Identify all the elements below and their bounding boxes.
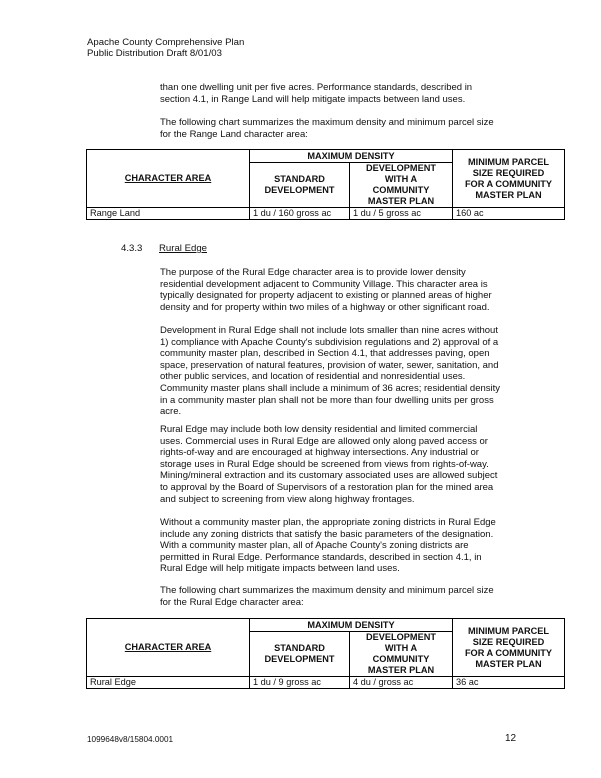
rural-edge-density-table	[86, 618, 565, 689]
text-line: The purpose of the Rural Edge character area is to provide lower density	[160, 267, 466, 278]
section-title: Rural Edge	[159, 243, 207, 254]
text-line: residential development adjacent to Community Village. This character area is	[160, 278, 488, 290]
min-parcel-cell: 36 ac	[453, 677, 565, 689]
text-line: in a community master plan shall not be more than four dwelling units per gross	[160, 394, 494, 406]
rural-edge-paragraph-2	[160, 325, 516, 418]
minimum-parcel-header: MINIMUM PARCEL SIZE REQUIRED FOR A COMMUNITY MASTER PLAN	[453, 619, 565, 677]
section-number: 4.3.3	[121, 243, 143, 254]
text-line: Rural Edge may include both low density residential and limited commercial	[160, 424, 478, 435]
text-line: storage uses in Rural Edge should be screened from views from rights-of-way.	[160, 458, 489, 470]
min-parcel-cell: 160 ac	[453, 208, 565, 220]
table-row	[87, 208, 565, 220]
master-plan-development-header: DEVELOPMENT WITH A COMMUNITY MASTER PLAN	[350, 163, 453, 208]
text-line: uses. Commercial uses in Rural Edge are allowed only along paved access or	[160, 435, 488, 447]
text-line: space, preservation of natural features, provision of water, sewer, sanitation, and	[160, 359, 499, 371]
master-plan-density-cell: 4 du / gross ac	[350, 677, 453, 689]
character-area-header: CHARACTER AREA	[87, 619, 250, 677]
text-line: Rural Edge will help mitigate impacts between land uses.	[160, 563, 400, 575]
text-line: The following chart summarizes the maximum density and minimum parcel size	[160, 117, 494, 128]
text-line: Without a community master plan, the appropriate zoning districts in Rural Edge	[160, 517, 496, 528]
standard-density-cell: 1 du / 160 gross ac	[250, 208, 350, 220]
text-line: Community master plans shall include a minimum of 36 acres; residential density	[160, 382, 501, 394]
text-line: permitted in Rural Edge. Performance standards, described in section 4.1, in	[160, 551, 482, 563]
header-subtitle: Public Distribution Draft 8/01/03	[87, 48, 222, 59]
rural-edge-paragraph-5	[160, 585, 516, 608]
standard-development-header: STANDARD DEVELOPMENT	[250, 632, 350, 677]
text-line: Mining/mineral extraction and its customary associated uses are allowed subject	[160, 470, 498, 482]
text-line: to approval by the Board of Supervisors of a restoration plan for the mined area	[160, 481, 494, 493]
range-land-density-table	[86, 149, 565, 220]
maximum-density-header: MAXIMUM DENSITY	[250, 150, 453, 163]
document-id: 1099648v8/15804.0001	[87, 735, 174, 744]
text-line: rights-of-way and are encouraged at highway intersections. Any industrial or	[160, 447, 479, 459]
page-header	[87, 37, 244, 59]
text-line: density and for property within two miles of a highway or other significant road.	[160, 301, 490, 313]
text-line: The following chart summarizes the maximum density and minimum parcel size	[160, 585, 494, 596]
text-line: include any zoning districts that satisfy the basic parameters of the designation.	[160, 528, 494, 540]
text-line: for the Range Land character area:	[160, 128, 308, 140]
master-plan-density-cell: 1 du / 5 gross ac	[350, 208, 453, 220]
header-title: Apache County Comprehensive Plan	[87, 37, 245, 48]
area-cell: Rural Edge	[87, 677, 250, 689]
text-line: acre.	[160, 406, 182, 418]
rural-edge-paragraph-3	[160, 424, 516, 505]
rural-edge-paragraph-1	[160, 267, 516, 313]
page-number: 12	[505, 733, 517, 744]
intro-paragraph-2	[160, 117, 516, 140]
text-line: 1) compliance with Apache County's subdivision regulations and 2) approval of a	[160, 336, 499, 348]
minimum-parcel-header: MINIMUM PARCEL SIZE REQUIRED FOR A COMMUNITY MASTER PLAN	[453, 150, 565, 208]
standard-development-header: STANDARD DEVELOPMENT	[250, 163, 350, 208]
text-line: than one dwelling unit per five acres. Performance standards, described in	[160, 82, 473, 93]
table-row	[87, 677, 565, 689]
maximum-density-header: MAXIMUM DENSITY	[250, 619, 453, 632]
text-line: community master plan, described in Section 4.1, that addresses paving, open	[160, 348, 490, 360]
master-plan-development-header: DEVELOPMENT WITH A COMMUNITY MASTER PLAN	[350, 632, 453, 677]
text-line: for the Rural Edge character area:	[160, 596, 304, 608]
standard-density-cell: 1 du / 9 gross ac	[250, 677, 350, 689]
text-line: With a community master plan, all of Apache County's zoning districts are	[160, 540, 469, 552]
text-line: typically designated for property adjacent to existing or planned areas of higher	[160, 290, 492, 302]
rural-edge-paragraph-4	[160, 517, 516, 575]
intro-paragraph-1	[160, 82, 516, 105]
text-line: and subject to screening from view along highway frontages.	[160, 493, 415, 505]
area-cell: Range Land	[87, 208, 250, 220]
section-heading	[121, 243, 207, 254]
text-line: Development in Rural Edge shall not include lots smaller than nine acres without	[160, 325, 498, 336]
text-line: section 4.1, in Range Land will help mitigate impacts between land uses.	[160, 93, 466, 105]
character-area-header: CHARACTER AREA	[87, 150, 250, 208]
text-line: other public services, and location of residential and nonresidential uses.	[160, 371, 466, 383]
